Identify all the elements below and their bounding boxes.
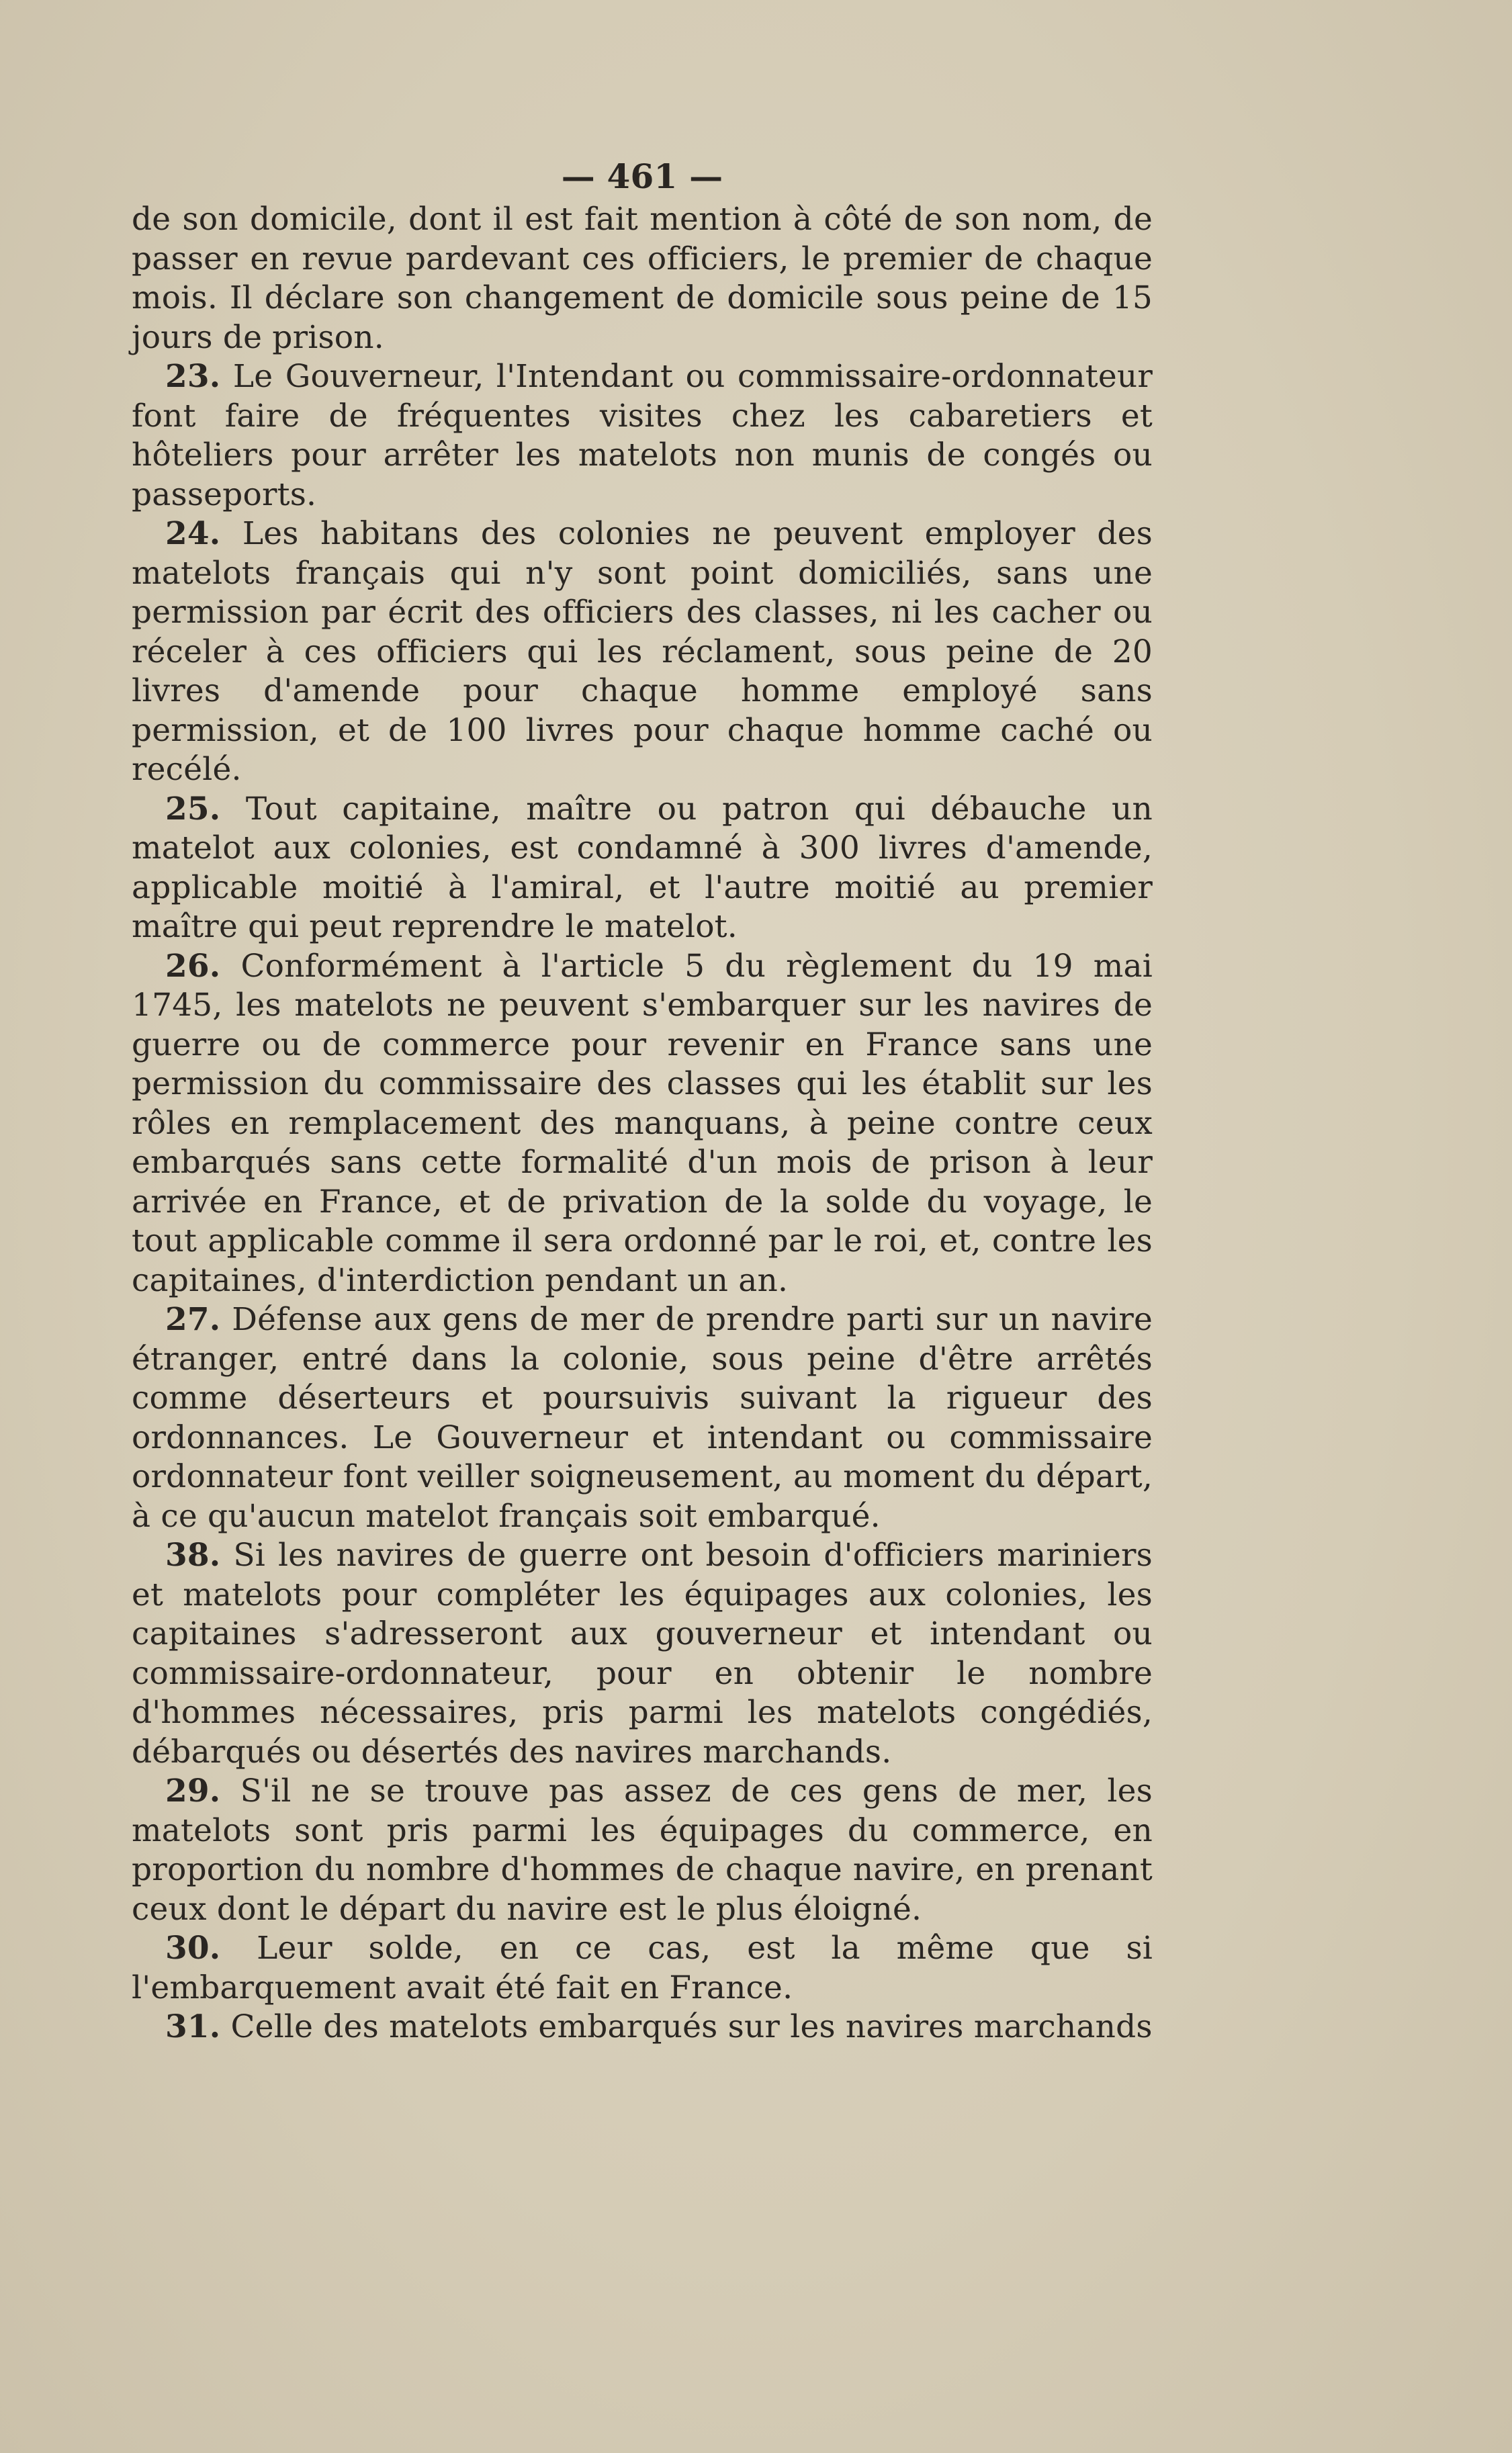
article-30: [132, 1929, 1153, 2008]
article-24: [132, 515, 1153, 790]
paragraph-text: Celle des matelots embarqués sur les navires marchands: [230, 2008, 1153, 2045]
paragraph-text: S'il ne se trouve pas assez de ces gens de mer, les matelots sont pris parmi les équipages du commerce, en proportion du nombre d'hommes de chaque navire, en prenant ceux dont le départ du navire est le plus éloigné.: [132, 1773, 1153, 1928]
article-number: 27.: [165, 1301, 221, 1338]
article-27: [132, 1300, 1153, 1536]
paragraph-text: Si les navires de guerre ont besoin d'officiers mariniers et matelots pour compléter les équipages aux colonies, les capitaines s'adresseront aux gouverneur et intendant ou commissaire-ordonnateur, pour en obtenir le nombre d'hommes nécessaires, pris parmi les matelots congédiés, débarqués ou désertés des navires marchands.: [132, 1537, 1153, 1771]
paragraph-text: de son domicile, dont il est fait mention à côté de son nom, de passer en revue pardevant ces officiers, le premier de chaque mois. Il déclare son changement de domicile sous peine de 15 jours de prison.: [132, 201, 1153, 356]
article-29: [132, 1772, 1153, 1929]
page-number: — 461 —: [561, 157, 723, 196]
article-23: [132, 357, 1153, 515]
article-number: 29.: [165, 1773, 221, 1810]
article-38: [132, 1536, 1153, 1772]
paragraph-text: Conformément à l'article 5 du règlement du 19 mai 1745, les matelots ne peuvent s'embarquer sur les navires de guerre ou de commerce pour revenir en France sans une permission du commissaire des classes qui les établit sur les rôles en remplacement des manquans, à peine contre ceux embarqués sans cette formalité d'un mois de prison à leur arrivée en France, et de privation de la solde du voyage, le tout applicable comme il sera ordonné par le roi, et, contre les capitaines, d'interdiction pendant un an.: [132, 947, 1153, 1299]
article-number: 25.: [165, 790, 221, 828]
paragraph-text: Défense aux gens de mer de prendre parti sur un navire étranger, entré dans la colonie, sous peine d'être arrêtés comme déserteurs et poursuivis suivant la rigueur des ordonnances. Le Gouverneur et intendant ou commissaire ordonnateur font veiller soigneusement, au moment du départ, à ce qu'aucun matelot français soit embarqué.: [132, 1301, 1153, 1535]
paragraph-text: Le Gouverneur, l'Intendant ou commissaire-ordonnateur font faire de fréquentes visites chez les cabaretiers et hôteliers pour arrêter les matelots non munis de congés ou passeports.: [132, 358, 1153, 513]
paragraph-continuation: [132, 200, 1153, 357]
article-number: 31.: [165, 2008, 221, 2045]
article-number: 30.: [165, 1930, 221, 1967]
article-number: 23.: [165, 358, 221, 395]
paragraph-text: Les habitans des colonies ne peuvent employer des matelots français qui n'y sont point domiciliés, sans une permission par écrit des officiers des classes, ni les cacher ou réceler à ces officiers qui les réclament, sous peine de 20 livres d'amende pour chaque homme employé sans permission, et de 100 livres pour chaque homme caché ou recélé.: [132, 515, 1153, 788]
page-text: [132, 153, 1153, 2047]
article-25: [132, 790, 1153, 947]
article-number: 24.: [165, 515, 221, 552]
article-number: 38.: [165, 1537, 221, 1574]
paragraph-text: Leur solde, en ce cas, est la même que si l'embarquement avait été fait en France.: [132, 1930, 1153, 2006]
paragraph-text: Tout capitaine, maître ou patron qui débauche un matelot aux colonies, est condamné à 300 livres d'amende, applicable moitié à l'amiral, et l'autre moitié au premier maître qui peut reprendre le matelot.: [132, 790, 1153, 945]
article-number: 26.: [165, 947, 221, 985]
article-31: [132, 2008, 1153, 2047]
article-26: [132, 947, 1153, 1301]
